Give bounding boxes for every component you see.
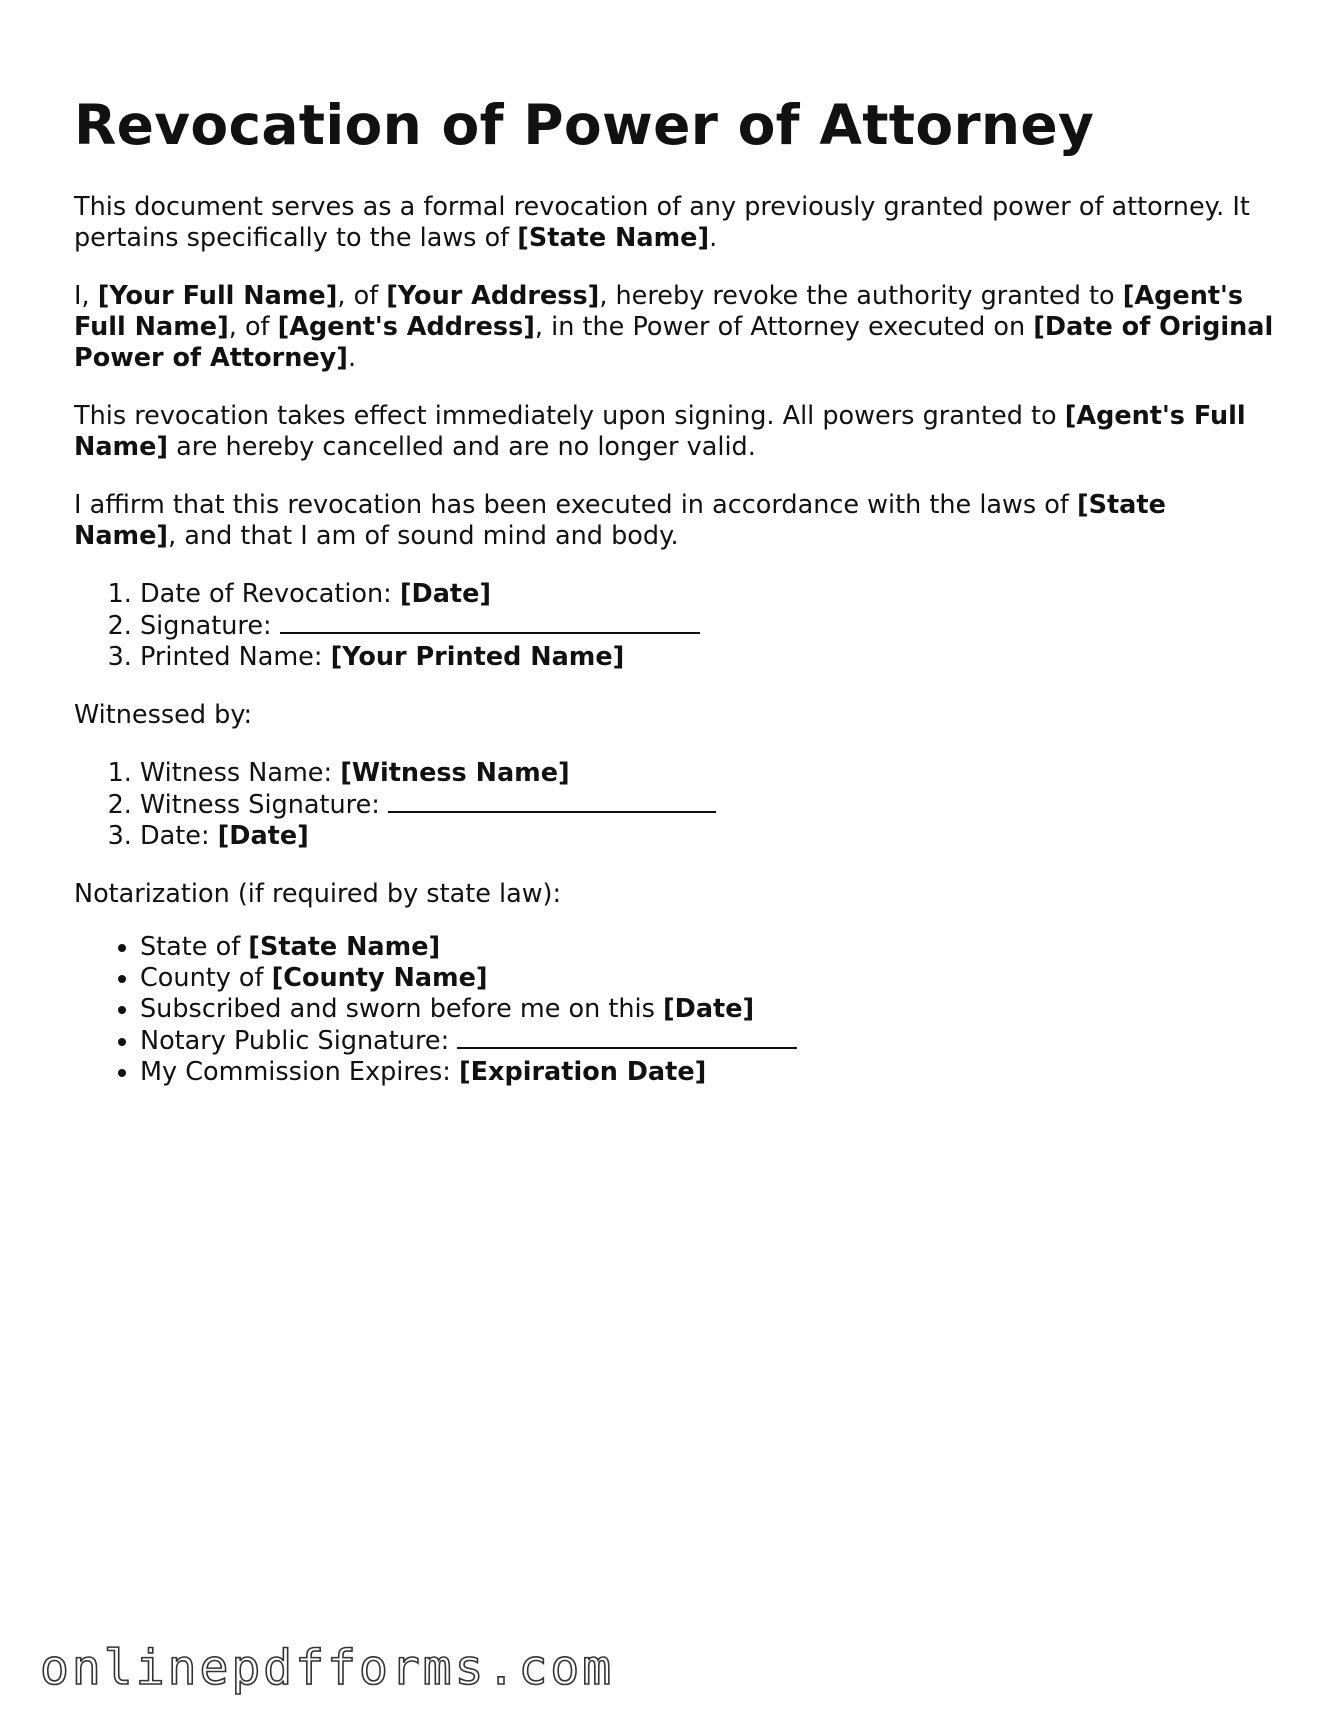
- text-segment: This revocation takes effect immediately upon signing. All powers granted to: [74, 401, 1065, 431]
- field-label: Subscribed and sworn before me on this: [140, 994, 664, 1024]
- list-item: [140, 1057, 1274, 1088]
- field-label: Witness Name:: [140, 758, 341, 788]
- field-label: Printed Name:: [140, 642, 331, 672]
- list-item: [140, 579, 1274, 610]
- affirmation-paragraph: [74, 490, 1274, 552]
- county-name-placeholder: [County Name]: [271, 963, 488, 993]
- field-label: Date:: [140, 821, 218, 851]
- text-segment: , hereby revoke the authority granted to: [599, 281, 1123, 311]
- text-segment: are hereby cancelled and are no longer valid.: [168, 432, 756, 462]
- intro-text: This document serves as a formal revocation of any previously granted power of attorney. It pertains specifically to the laws of: [74, 192, 1250, 253]
- list-item: [140, 821, 1274, 852]
- field-label: Signature:: [140, 611, 280, 641]
- notary-signature-line[interactable]: [457, 1025, 797, 1049]
- field-label: County of: [140, 963, 272, 993]
- signature-line[interactable]: [280, 610, 700, 634]
- document-title: Revocation of Power of Attorney: [74, 93, 1095, 157]
- list-item: [140, 642, 1274, 673]
- signing-list: [74, 579, 1274, 673]
- field-label: Witness Signature:: [140, 790, 388, 820]
- address-placeholder: [Your Address]: [386, 281, 600, 311]
- agent-name-placeholder: [Agent's Full Name]: [74, 401, 1246, 462]
- agent-address-placeholder: [Agent's Address]: [277, 312, 535, 342]
- watermark: onlinepdfforms.com: [40, 1640, 615, 1696]
- notary-list: [74, 932, 1274, 1088]
- witness-list: [74, 758, 1274, 852]
- state-name-placeholder: [State Name]: [248, 932, 441, 962]
- agent-name-placeholder: [Agent's Full Name]: [74, 281, 1244, 342]
- text-segment: , in the Power of Attorney executed on: [534, 312, 1034, 342]
- list-item: [140, 963, 1274, 994]
- punctuation: .: [347, 343, 357, 373]
- full-name-placeholder: [Your Full Name]: [97, 281, 338, 311]
- notarization-label: Notarization (if required by state law):: [74, 879, 562, 909]
- intro-paragraph: [74, 192, 1274, 254]
- witness-name-placeholder: [Witness Name]: [340, 758, 570, 788]
- revocation-paragraph: [74, 281, 1274, 374]
- text-segment: , of: [228, 312, 278, 342]
- list-item: [140, 610, 1274, 642]
- date-placeholder: [Date]: [399, 579, 492, 609]
- effect-paragraph: [74, 401, 1274, 463]
- list-item: [140, 789, 1274, 821]
- list-item: [140, 994, 1274, 1025]
- field-label: State of: [140, 932, 249, 962]
- state-name-placeholder: [State Name]: [74, 490, 1166, 551]
- state-name-placeholder: [State Name]: [517, 223, 710, 253]
- list-item: [140, 1025, 1274, 1057]
- list-item: [140, 758, 1274, 789]
- date-placeholder: [Date]: [217, 821, 309, 851]
- date-placeholder: [Date]: [663, 994, 755, 1024]
- original-date-placeholder: [Date of Original Power of Attorney]: [74, 312, 1274, 373]
- text-segment: I,: [74, 281, 98, 311]
- expiration-date-placeholder: [Expiration Date]: [458, 1057, 707, 1087]
- text-segment: , and that I am of sound mind and body.: [168, 521, 679, 551]
- punctuation: .: [709, 223, 718, 253]
- witness-signature-line[interactable]: [388, 789, 716, 813]
- field-label: Notary Public Signature:: [140, 1026, 458, 1056]
- printed-name-placeholder: [Your Printed Name]: [330, 642, 625, 672]
- text-segment: I affirm that this revocation has been executed in accordance with the laws of: [74, 490, 1077, 520]
- document-body: [74, 92, 1274, 1115]
- field-label: Date of Revocation:: [140, 579, 400, 609]
- text-segment: , of: [337, 281, 387, 311]
- list-item: [140, 932, 1274, 963]
- witness-label: Witnessed by:: [74, 700, 253, 730]
- field-label: My Commission Expires:: [140, 1057, 459, 1087]
